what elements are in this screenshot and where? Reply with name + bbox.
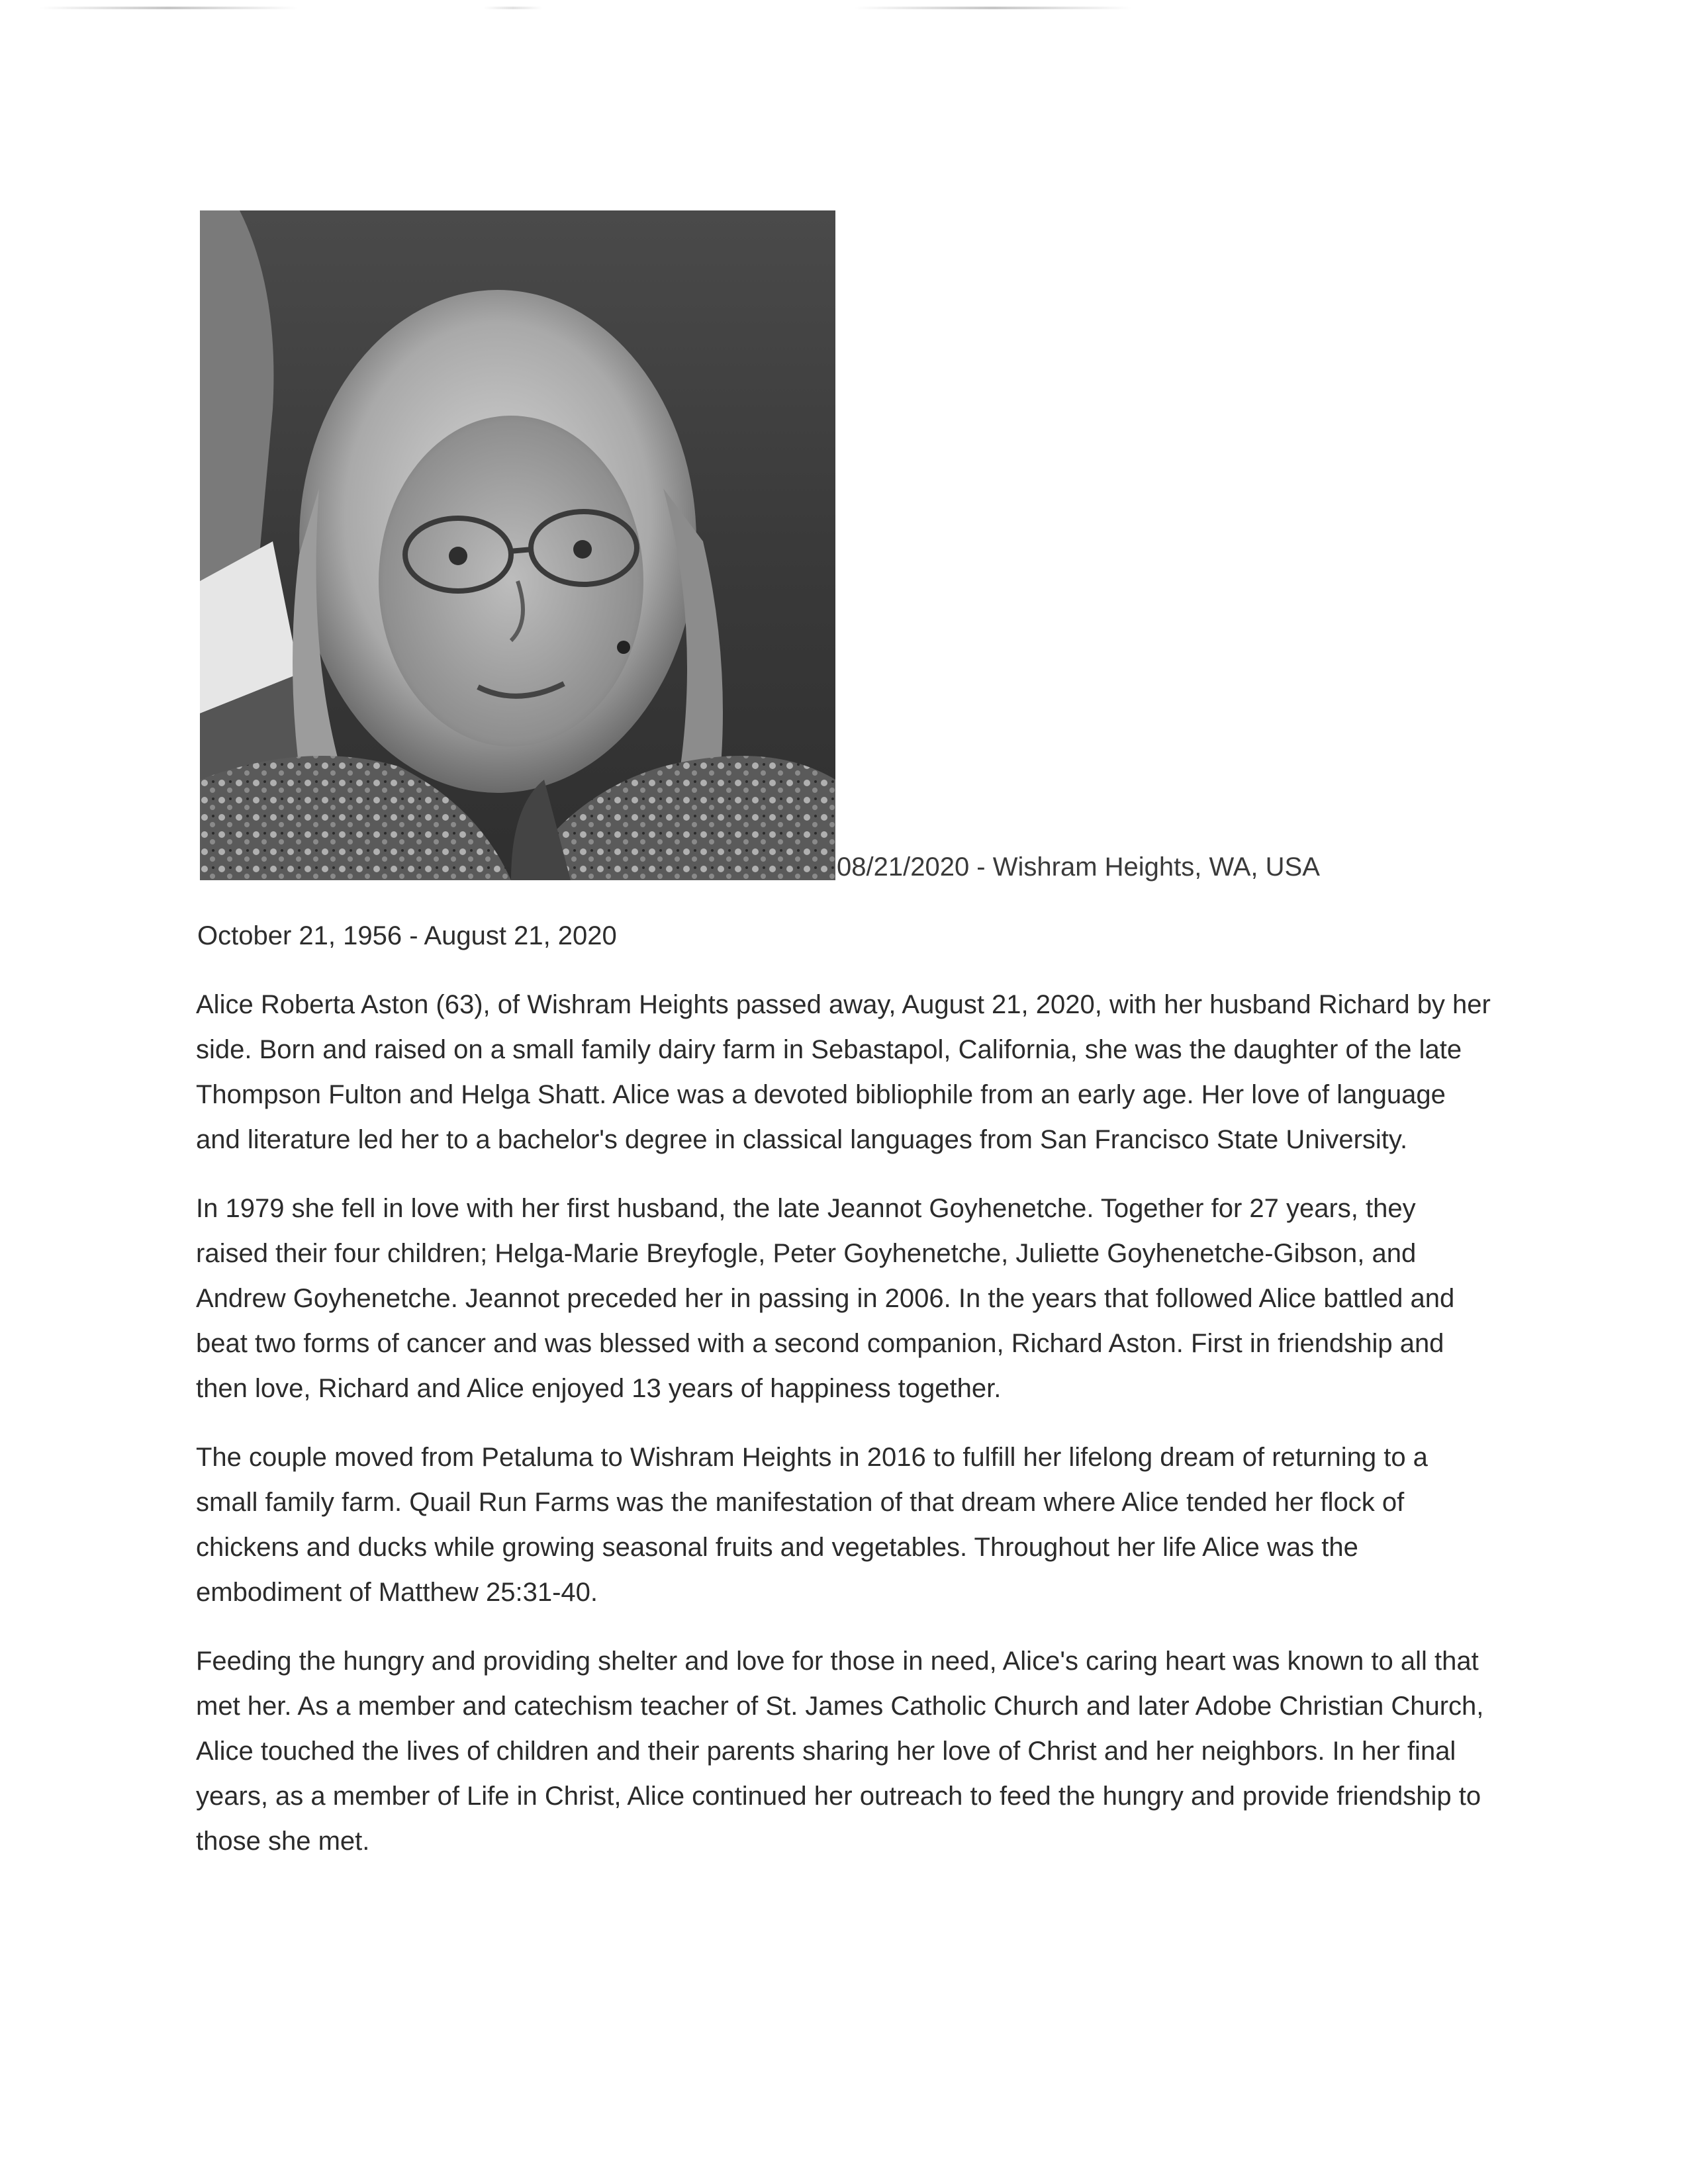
scan-artifact-line xyxy=(40,7,298,9)
paragraph: Alice Roberta Aston (63), of Wishram Heights passed away, August 21, 2020, with her husband Richard by her side. Born and raised on a small family dairy farm in Sebastapol, California, she was the daughter of the late Thompson Fulton and Helga Shatt. Alice was a devoted bibliophile from an early age. Her love of language and literature led her to a bachelor's degree in classical languages from San Francisco State University. xyxy=(196,990,1491,1154)
paragraph: In 1979 she fell in love with her first husband, the late Jeannot Goyhenetche. Together for 27 years, they raised their four children; Helga-Marie Breyfogle, Peter Goyhenetche, Juliette Goyhenetche-Gibson, and Andrew Goyhenetche. Jeannot preceded her in passing in 2006. In the years that followed Alice battled and beat two forms of cancer and was blessed with a second companion, Richard Aston. First in friendship and then love, Richard and Alice enjoyed 13 years of happiness together. xyxy=(196,1194,1455,1403)
portrait-photo xyxy=(200,210,835,880)
scan-artifact-line xyxy=(483,7,543,9)
paragraph: The couple moved from Petaluma to Wishram Heights in 2016 to fulfill her lifelong dream of returning to a small family farm. Quail Run Farms was the manifestation of that dream where Alice tended her flock of chickens and ducks while growing seasonal fruits and vegetables. Throughout her life Alice was the embodiment of Matthew 25:31-40. xyxy=(196,1443,1428,1607)
paragraph: Feeding the hungry and providing shelter and love for those in need, Alice's caring heart was known to all that met her. As a member and catechism teacher of St. James Catholic Church and later Adobe Christian Church, Alice touched the lives of children and their parents sharing her love of Christ and her neighbors. In her final years, as a member of Life in Christ, Alice continued her outreach to feed the hungry and provide friendship to those she met. xyxy=(196,1647,1484,1856)
life-dates: October 21, 1956 - August 21, 2020 xyxy=(197,921,617,950)
obituary-body xyxy=(196,982,1493,1888)
scan-artifact-line xyxy=(854,7,1132,9)
photo-caption: 08/21/2020 - Wishram Heights, WA, USA xyxy=(837,852,1320,882)
portrait-photo-image xyxy=(200,210,835,880)
